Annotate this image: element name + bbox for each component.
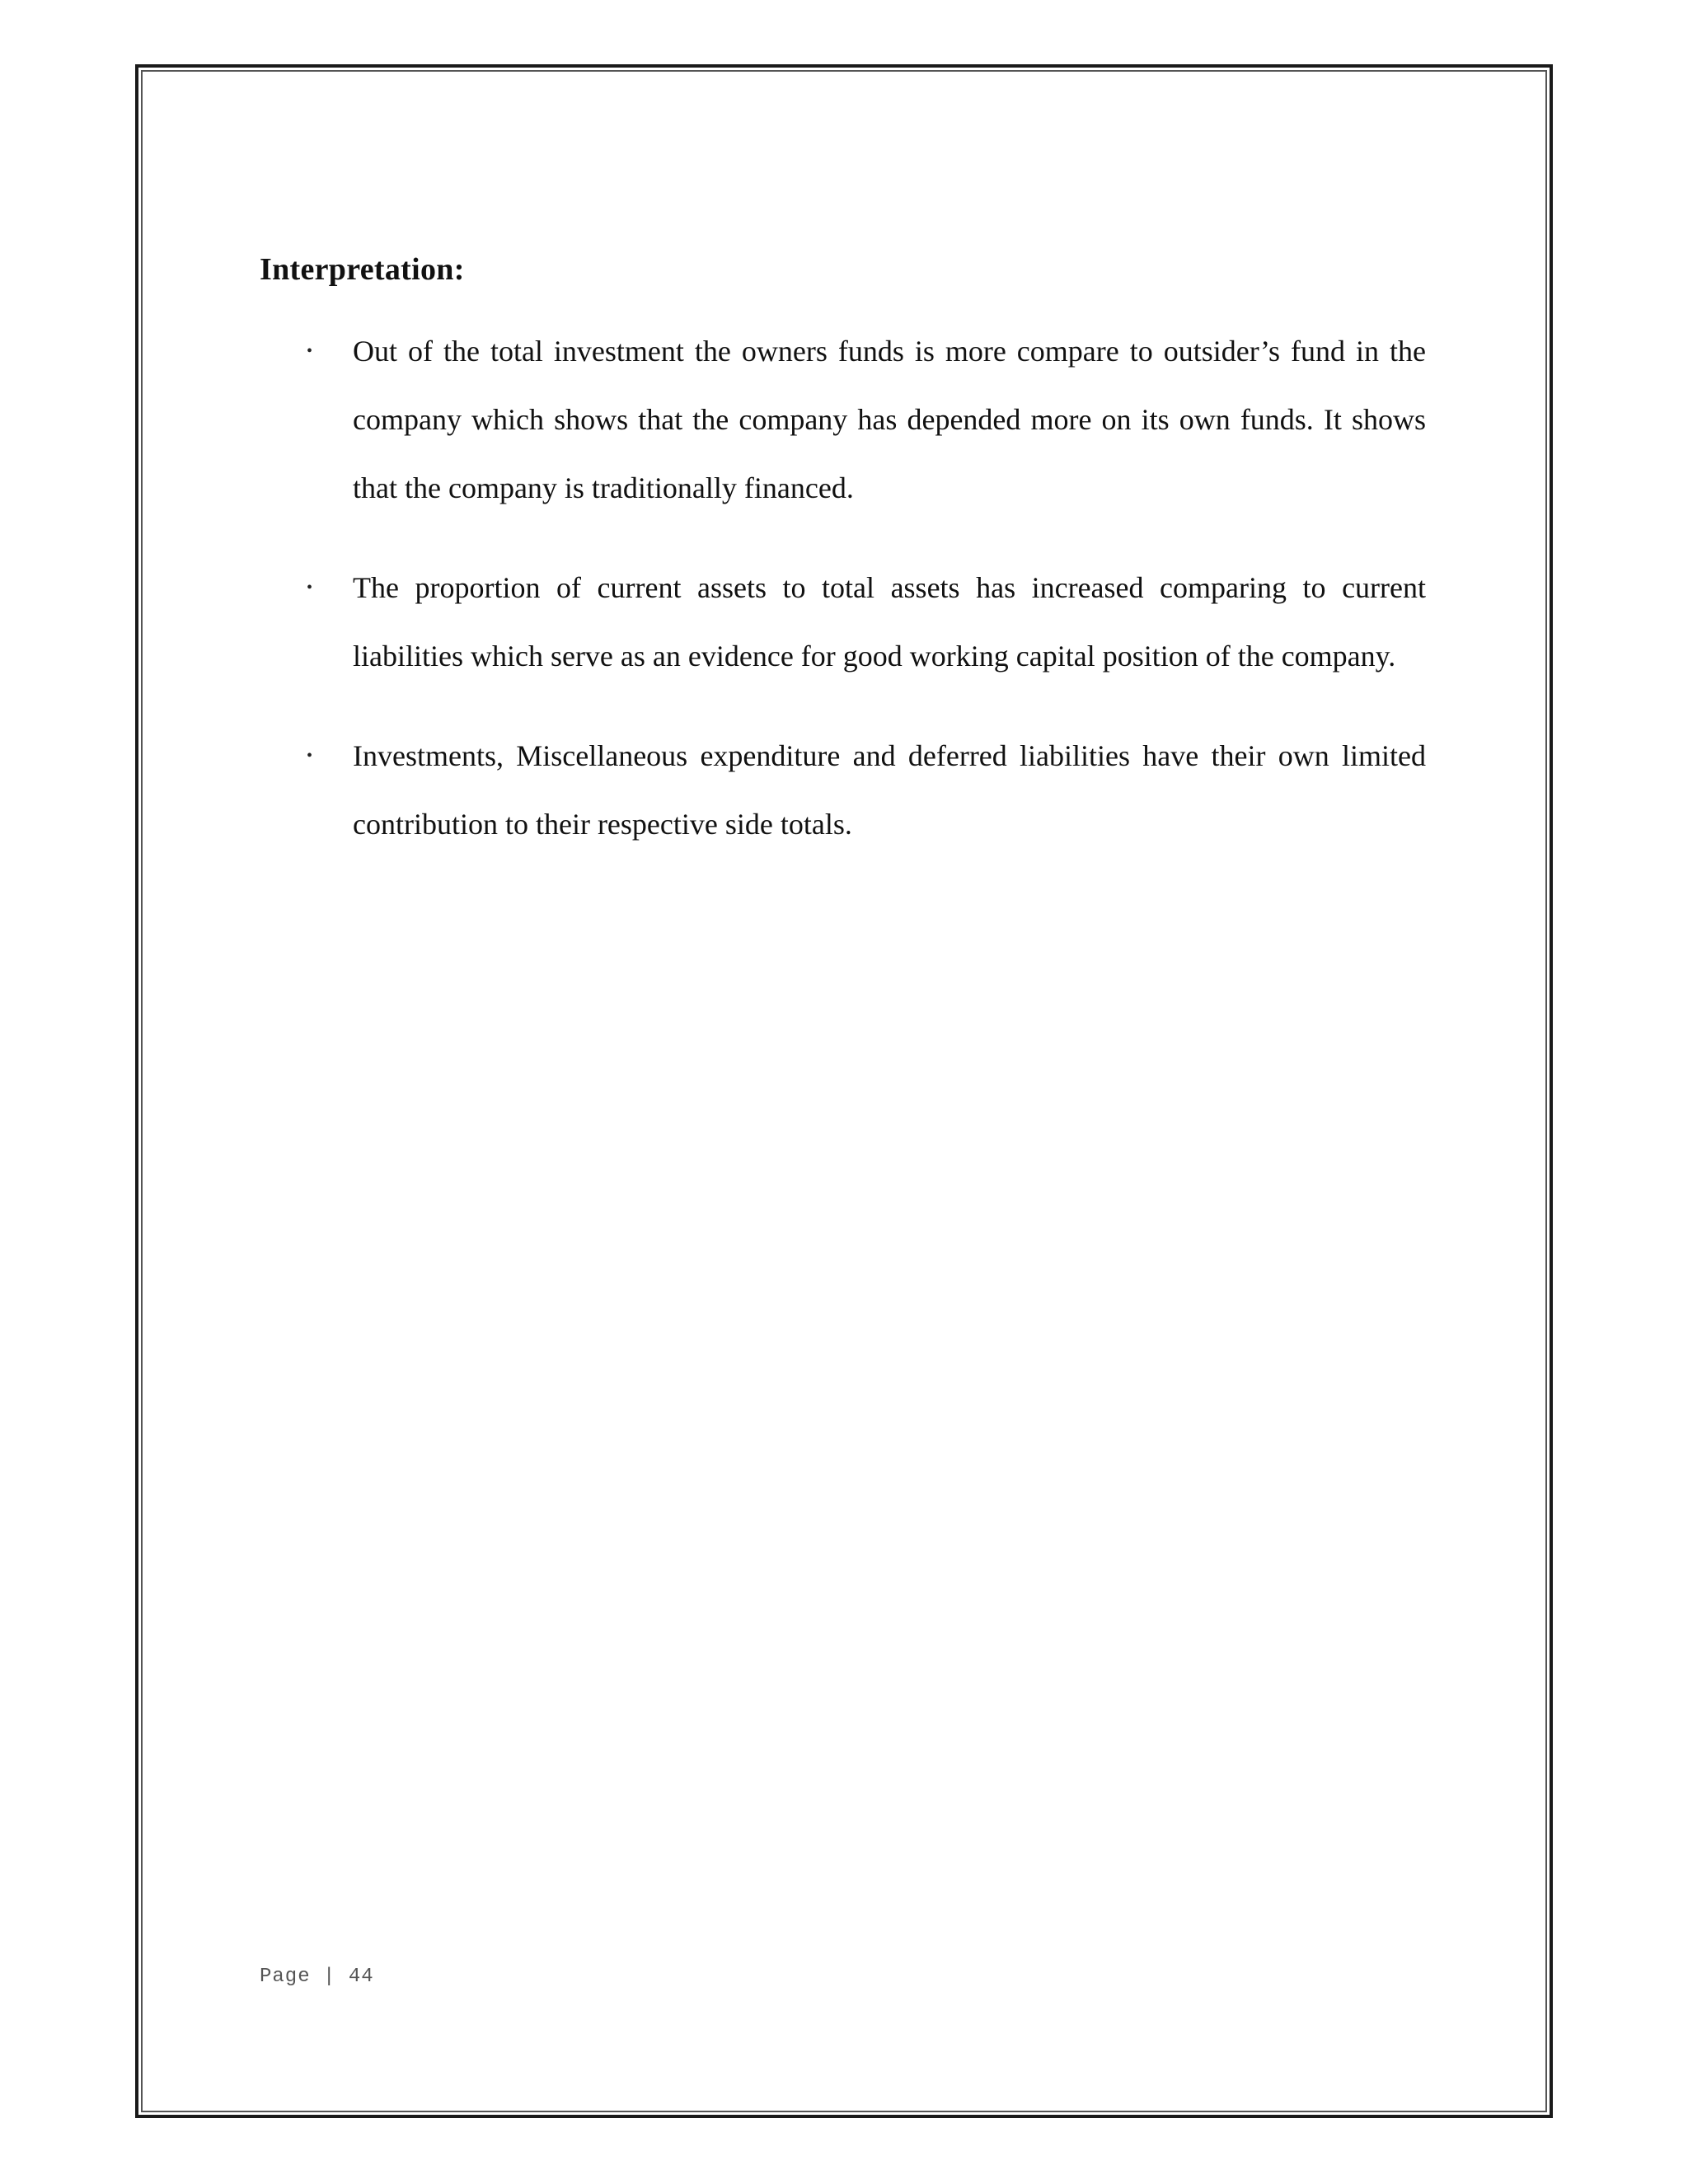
bullet-icon: • [307, 747, 313, 765]
bullet-icon: • [307, 579, 313, 597]
bullet-text: Investments, Miscellaneous expenditure and deferred liabilities have their own limited contribution to their respective side totals. [353, 739, 1426, 841]
bullet-item [297, 317, 1426, 523]
bullet-icon: • [307, 342, 313, 360]
bullet-text: The proportion of current assets to total assets has increased comparing to current liabilities which serve as an evidence for good working capital position of the company. [353, 571, 1426, 673]
bullet-item [297, 722, 1426, 859]
bullet-text: Out of the total investment the owners funds is more compare to outsider’s fund in the company which shows that the company has depended more on its own funds. It shows that the company is traditionally financed. [353, 335, 1426, 504]
bullet-item [297, 554, 1426, 691]
page-number-footer: Page | 44 [260, 1966, 374, 1988]
section-heading: Interpretation: [260, 252, 465, 287]
bullet-list [297, 317, 1426, 890]
